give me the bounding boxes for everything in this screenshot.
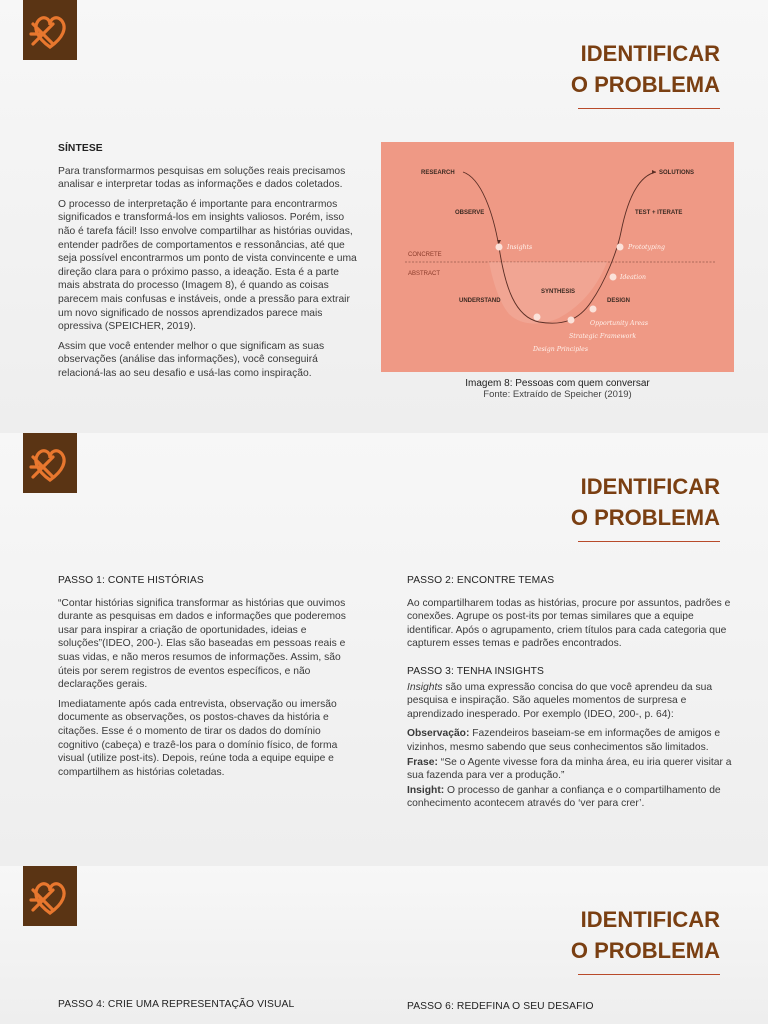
point-design-principles (534, 314, 541, 321)
paragraph: O processo de interpretação é importante para encontrarmos significados e transformá-los em insights valiosos. Porém, isso não é tarefa fácil! Isso envolve compartilhar as histórias ouvidas, entender padrões de comportamentos e ressonâncias, até que seja possível encontrarmos um ponto de vista convincente e uma direção clara para o próximo passo, a ideação. Esta é a parte mais abstrata do processo (Imagem 8), é quando as coisas parecem mais confusas e instáveis, onde a pressão para extrair um novo significado de nossos aprendizados parece mais opressiva (SPEICHER, 2019). (58, 198, 357, 333)
page-heading (571, 904, 720, 966)
paragraph (407, 681, 732, 722)
page-1 (0, 0, 768, 433)
brand-logo-icon (23, 866, 77, 926)
step-2-section (407, 574, 732, 657)
insight-text: O processo de ganhar a confiança e o compartilhamento de conhecimento acontecem através do ‘ver para crer’. (407, 784, 721, 810)
synthesis-section (58, 142, 363, 387)
label-understand: UNDERSTAND (459, 298, 501, 304)
arrow-right-icon (652, 170, 656, 174)
page-3 (0, 866, 768, 1024)
observation-text: Fazendeiros baseiam-se em informações de amigos e vizinhos, mesmo sabendo que seus conhecimentos são limitados. (407, 728, 721, 753)
brand-logo (23, 433, 77, 493)
step-6-title: PASSO 6: REDEFINA O SEU DESAFIO (407, 1001, 594, 1012)
heading-line-1: IDENTIFICAR (580, 907, 720, 932)
design-process-diagram (381, 142, 734, 372)
figure-caption (381, 378, 734, 400)
label-research: RESEARCH (421, 170, 455, 176)
label-abstract: ABSTRACT (408, 271, 441, 277)
insight-item (407, 784, 732, 811)
label-solutions: SOLUTIONS (659, 170, 695, 176)
label-observe: OBSERVE (455, 210, 485, 216)
point-strategic-framework (568, 317, 575, 324)
brand-logo-icon (23, 0, 77, 60)
paragraph: Ao compartilharem todas as histórias, procure por assuntos, padrões e conexões. Agrupe os post-its por temas similares que a equipe identificar. Após o agrupamento, criem títulos para cada categoria que capturem esses temas e padrões encontrados. (407, 597, 731, 650)
step-3-section (407, 665, 732, 817)
page-heading (571, 471, 720, 533)
diagram-svg (381, 142, 734, 372)
step-6-section (407, 1000, 732, 1023)
label-design-principles: Design Principles (533, 346, 588, 353)
paragraph: “Contar histórias significa transformar as histórias que ouvimos durante as pesquisas em dados e informações que poderemos usar para inspirar a criação de oportunidades, ideias e soluções”(IDEO, 200-). Elas são baseadas em pessoas reais e suas vidas, e não meros resumos de informações. Assim, são úteis por serem registros de eventos específicos, e não declarações gerais. (58, 597, 346, 691)
heading-rule (578, 108, 720, 109)
brand-logo-icon (23, 433, 77, 493)
phrase-label: Frase: (407, 756, 438, 768)
heading-line-1: IDENTIFICAR (580, 474, 720, 499)
caption-title: Imagem 8: Pessoas com quem conversar (465, 378, 650, 389)
heading-line-2: O PROBLEMA (570, 72, 720, 97)
insights-term: Insights (407, 681, 443, 693)
arrow-down-icon (497, 240, 501, 244)
step-3-title: PASSO 3: TENHA INSIGHTS (407, 666, 544, 677)
insights-intro: são uma expressão concisa do que você aprendeu da sua pesquisa e inspiração. São aqueles momentos de surpresa e aprendizado inesperado. Por exemplo (IDEO, 200-, p. 64): (407, 681, 713, 720)
point-prototyping (617, 244, 624, 251)
heading-line-2: O PROBLEMA (570, 505, 720, 530)
step-1-section (58, 574, 363, 785)
step-4-section (58, 998, 363, 1021)
paragraph: Assim que você entender melhor o que significam as suas observações (análise das informações), você conseguirá relacioná-las ao seu desafio e usá-las como inspiração. (58, 340, 325, 379)
paragraph: Para transformarmos pesquisas em soluções reais precisamos analisar e interpretar todas as informações e dados coletados. (58, 165, 346, 191)
caption-source: Fonte: Extraído de Speicher (2019) (483, 389, 632, 400)
brand-logo (23, 0, 77, 60)
point-insights (496, 244, 503, 251)
label-insights: Insights (507, 244, 533, 251)
label-strategic-framework: Strategic Framework (569, 333, 637, 340)
label-prototyping: Prototyping (628, 244, 665, 251)
label-concrete: CONCRETE (408, 252, 442, 258)
observation-item (407, 727, 732, 754)
page-heading (571, 38, 720, 100)
insight-label: Insight: (407, 784, 445, 796)
section-title: SÍNTESE (58, 143, 103, 154)
phrase-text: “Se o Agente vivesse fora da minha área, eu iria querer visitar a sua fazenda para ver a produção.” (407, 756, 732, 782)
page-2 (0, 433, 768, 866)
point-ideation (610, 274, 617, 281)
heading-rule (578, 974, 720, 975)
label-ideation: Ideation (620, 274, 646, 281)
heading-line-1: IDENTIFICAR (580, 41, 720, 66)
observation-label: Observação: (407, 728, 470, 740)
brand-logo (23, 866, 77, 926)
label-opportunity-areas: Opportunity Areas (590, 320, 649, 327)
heading-rule (578, 541, 720, 542)
label-design: DESIGN (607, 298, 631, 304)
phrase-item (407, 756, 732, 783)
point-opportunity-areas (590, 306, 597, 313)
label-test-iterate: TEST + ITERATE (635, 210, 683, 216)
step-1-title: PASSO 1: CONTE HISTÓRIAS (58, 575, 204, 586)
paragraph: Imediatamente após cada entrevista, observação ou imersão documente as observações, os postos-chaves da história e citações. Esse é o momento de tirar os dados do domínio cognitivo (cabeça) e trazê-los para o domínio físico, de forma visual (utilize post-its). Depois, reúne toda a equipe equipe e compartilhem as histórias coletadas. (58, 698, 338, 778)
label-synthesis: SYNTHESIS (541, 289, 576, 295)
heading-line-2: O PROBLEMA (570, 938, 720, 963)
step-2-title: PASSO 2: ENCONTRE TEMAS (407, 575, 555, 586)
step-4-title: PASSO 4: CRIE UMA REPRESENTAÇÃO VISUAL (58, 999, 295, 1010)
